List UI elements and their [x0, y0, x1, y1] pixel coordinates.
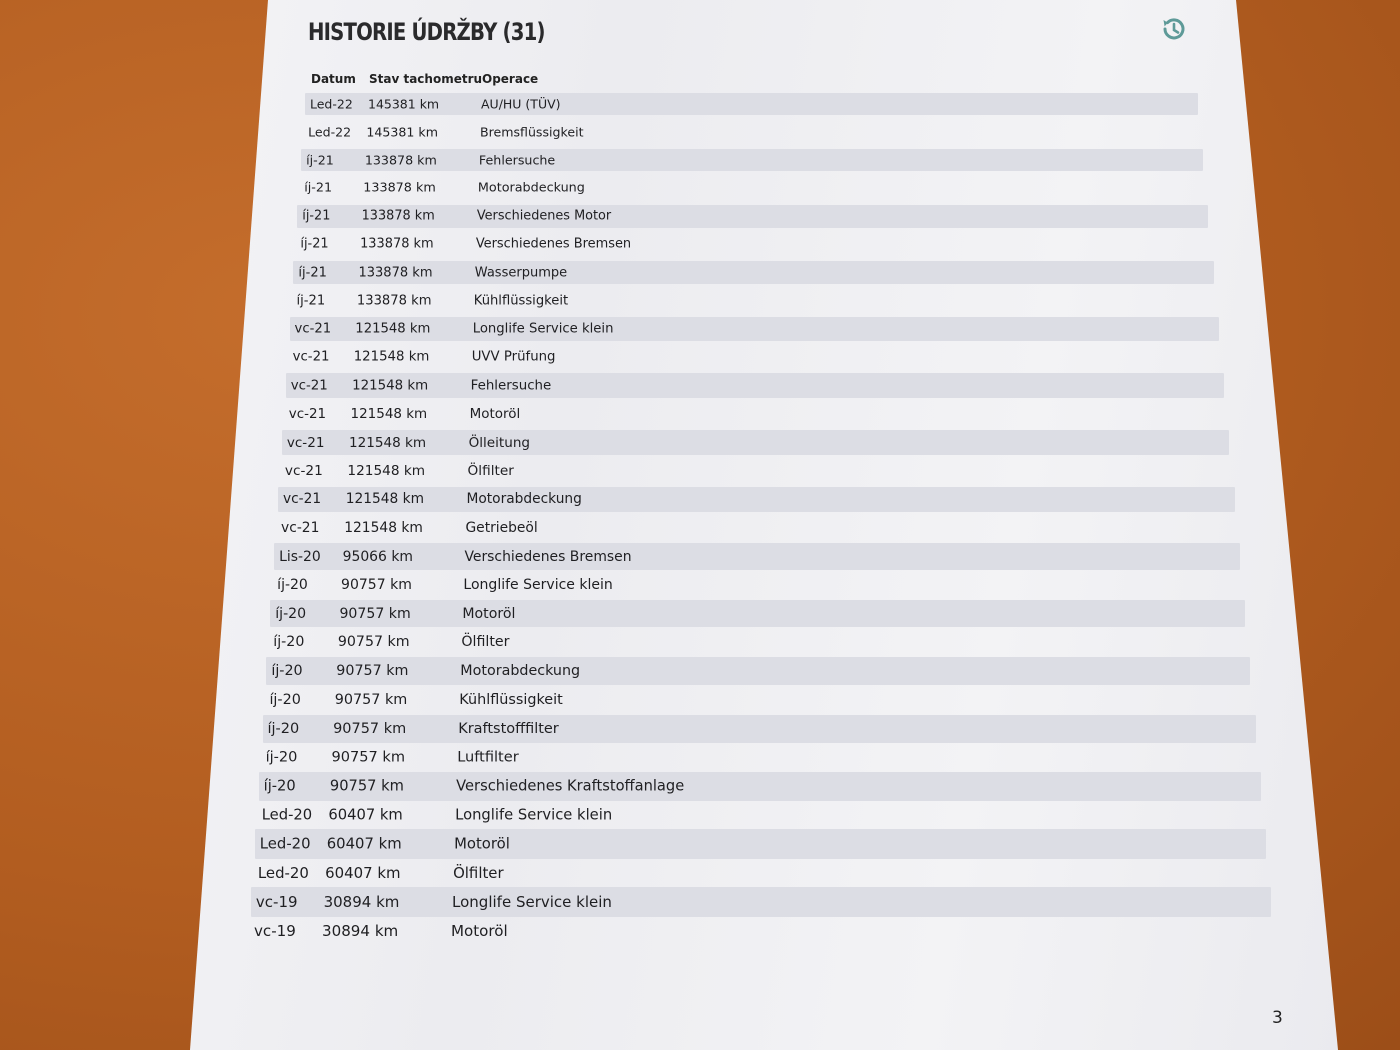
- odometer-cell: 121548 km: [353, 349, 430, 365]
- odometer-cell: 133878 km: [360, 236, 434, 252]
- operation-cell: Verschiedenes Motor: [476, 208, 612, 224]
- odometer-cell: 90757 km: [334, 691, 408, 708]
- date-cell: vc-21: [288, 406, 327, 423]
- odometer-cell: 133878 km: [364, 152, 437, 168]
- table-row: [0, 93, 1400, 115]
- date-cell: íj-20: [269, 691, 301, 708]
- odometer-cell: 30894 km: [323, 892, 400, 911]
- date-cell: Lis-20: [279, 548, 321, 565]
- table-row: [0, 858, 1400, 887]
- odometer-cell: 145381 km: [366, 124, 438, 140]
- operation-cell: Bremsflüssigkeit: [479, 124, 584, 140]
- operation-cell: Luftfilter: [457, 748, 519, 766]
- date-cell: íj-21: [298, 265, 327, 281]
- table-row: [0, 430, 1400, 455]
- odometer-cell: 95066 km: [342, 548, 413, 565]
- operation-cell: Motoröl: [451, 922, 508, 940]
- operation-cell: Getriebeöl: [465, 520, 538, 536]
- table-row: [0, 887, 1400, 917]
- history-icon: [1158, 14, 1188, 44]
- operation-cell: Kühlflüssigkeit: [459, 691, 563, 708]
- table-row: [0, 373, 1400, 398]
- table-row: [0, 487, 1400, 513]
- date-cell: vc-21: [292, 349, 330, 365]
- operation-cell: Kühlflüssigkeit: [473, 293, 569, 309]
- date-cell: íj-20: [273, 634, 305, 651]
- column-header-date: Datum: [311, 72, 356, 86]
- date-cell: vc-19: [255, 892, 298, 911]
- row-stripe: [270, 600, 1245, 627]
- date-cell: íj-20: [277, 577, 308, 594]
- date-cell: íj-20: [267, 720, 300, 737]
- odometer-cell: 90757 km: [341, 577, 412, 594]
- table-row: [0, 743, 1400, 771]
- operation-cell: Ölleitung: [468, 434, 531, 451]
- table-row: [0, 772, 1400, 801]
- date-cell: íj-21: [302, 208, 331, 224]
- odometer-cell: 60407 km: [326, 835, 402, 853]
- odometer-cell: 30894 km: [322, 922, 399, 940]
- table-row: [0, 686, 1400, 714]
- date-cell: vc-21: [284, 463, 323, 479]
- table-row: [0, 629, 1400, 656]
- table-row: [0, 317, 1400, 341]
- operation-cell: UVV Prüfung: [471, 349, 556, 365]
- operation-cell: Motorabdeckung: [460, 663, 581, 680]
- odometer-cell: 133878 km: [363, 180, 436, 196]
- odometer-cell: 133878 km: [356, 293, 432, 309]
- table-row: [0, 572, 1400, 599]
- operation-cell: Kraftstofffilter: [458, 720, 559, 737]
- date-cell: íj-21: [306, 152, 334, 168]
- operation-cell: Ölfilter: [461, 634, 510, 651]
- date-cell: Led-22: [308, 124, 352, 140]
- odometer-cell: 121548 km: [352, 378, 429, 394]
- table-row: [0, 121, 1400, 143]
- table-row: [0, 715, 1400, 743]
- row-stripe: [259, 772, 1261, 801]
- date-cell: íj-21: [300, 236, 329, 252]
- table-row: [0, 515, 1400, 541]
- odometer-cell: 60407 km: [328, 806, 403, 824]
- operation-cell: Motoröl: [454, 835, 510, 853]
- odometer-cell: 60407 km: [325, 863, 401, 882]
- operation-cell: Motoröl: [469, 406, 521, 423]
- page-number: 3: [1272, 1008, 1283, 1028]
- operation-cell: Fehlersuche: [478, 152, 556, 168]
- date-cell: Led-20: [259, 835, 311, 853]
- odometer-cell: 90757 km: [329, 777, 404, 795]
- table-row: [0, 458, 1400, 484]
- table-row: [0, 205, 1400, 228]
- odometer-cell: 121548 km: [348, 434, 427, 451]
- date-cell: Led-20: [257, 863, 309, 882]
- date-cell: vc-21: [282, 491, 322, 508]
- row-stripe: [266, 657, 1250, 685]
- operation-cell: Verschiedenes Bremsen: [464, 548, 632, 565]
- odometer-cell: 90757 km: [337, 634, 410, 651]
- table-row: [0, 345, 1400, 369]
- table-row: [0, 916, 1400, 946]
- date-cell: íj-20: [271, 663, 303, 680]
- operation-cell: Ölfilter: [467, 463, 514, 479]
- table-row: [0, 402, 1400, 427]
- odometer-cell: 145381 km: [368, 96, 440, 112]
- table-row: [0, 233, 1400, 256]
- odometer-cell: 133878 km: [361, 208, 435, 224]
- date-cell: íj-20: [263, 777, 296, 795]
- date-cell: vc-21: [290, 378, 328, 394]
- table-row: [0, 600, 1400, 627]
- operation-cell: Wasserpumpe: [474, 265, 568, 281]
- odometer-cell: 121548 km: [347, 463, 426, 479]
- operation-cell: Fehlersuche: [470, 378, 552, 394]
- date-cell: vc-21: [294, 321, 332, 337]
- operation-cell: Motorabdeckung: [466, 491, 582, 508]
- row-stripe: [251, 887, 1271, 917]
- operation-cell: Longlife Service klein: [463, 577, 613, 594]
- odometer-cell: 121548 km: [355, 321, 431, 337]
- date-cell: íj-20: [265, 748, 298, 766]
- operation-cell: Longlife Service klein: [452, 892, 612, 911]
- date-cell: íj-21: [304, 180, 333, 196]
- row-stripe: [274, 543, 1240, 569]
- table-row: [0, 261, 1400, 285]
- operation-cell: Motoröl: [462, 605, 516, 622]
- table-row: [0, 177, 1400, 200]
- odometer-cell: 133878 km: [358, 265, 433, 281]
- row-stripe: [255, 829, 1266, 858]
- operation-cell: Ölfilter: [453, 863, 504, 882]
- operation-cell: AU/HU (TÜV): [481, 96, 561, 112]
- table-row: [0, 657, 1400, 685]
- odometer-cell: 121548 km: [350, 406, 428, 423]
- odometer-cell: 121548 km: [344, 520, 423, 536]
- date-cell: íj-21: [296, 293, 326, 309]
- column-header-odometer: Stav tachometru: [369, 72, 483, 86]
- date-cell: vc-21: [286, 434, 325, 451]
- column-header-operation: Operace: [482, 72, 539, 86]
- row-stripe: [263, 715, 1256, 743]
- odometer-cell: 121548 km: [345, 491, 424, 508]
- date-cell: vc-19: [254, 922, 296, 940]
- table-row: [0, 829, 1400, 858]
- date-cell: Led-22: [310, 96, 353, 112]
- odometer-cell: 90757 km: [336, 663, 409, 680]
- operation-cell: Verschiedenes Bremsen: [475, 236, 632, 252]
- table-row: [0, 149, 1400, 172]
- date-cell: vc-21: [281, 520, 320, 536]
- operation-cell: Longlife Service klein: [455, 806, 613, 824]
- table-row: [0, 289, 1400, 313]
- odometer-cell: 90757 km: [333, 720, 407, 737]
- operation-cell: Motorabdeckung: [477, 180, 585, 196]
- odometer-cell: 90757 km: [331, 748, 406, 766]
- table-row: [0, 801, 1400, 830]
- date-cell: Led-20: [261, 806, 313, 824]
- operation-cell: Longlife Service klein: [472, 321, 614, 337]
- table-row: [0, 543, 1400, 569]
- page-title: HISTORIE ÚDRŽBY (31): [308, 18, 545, 46]
- odometer-cell: 90757 km: [339, 605, 411, 622]
- date-cell: íj-20: [275, 605, 307, 622]
- operation-cell: Verschiedenes Kraftstoffanlage: [456, 777, 685, 795]
